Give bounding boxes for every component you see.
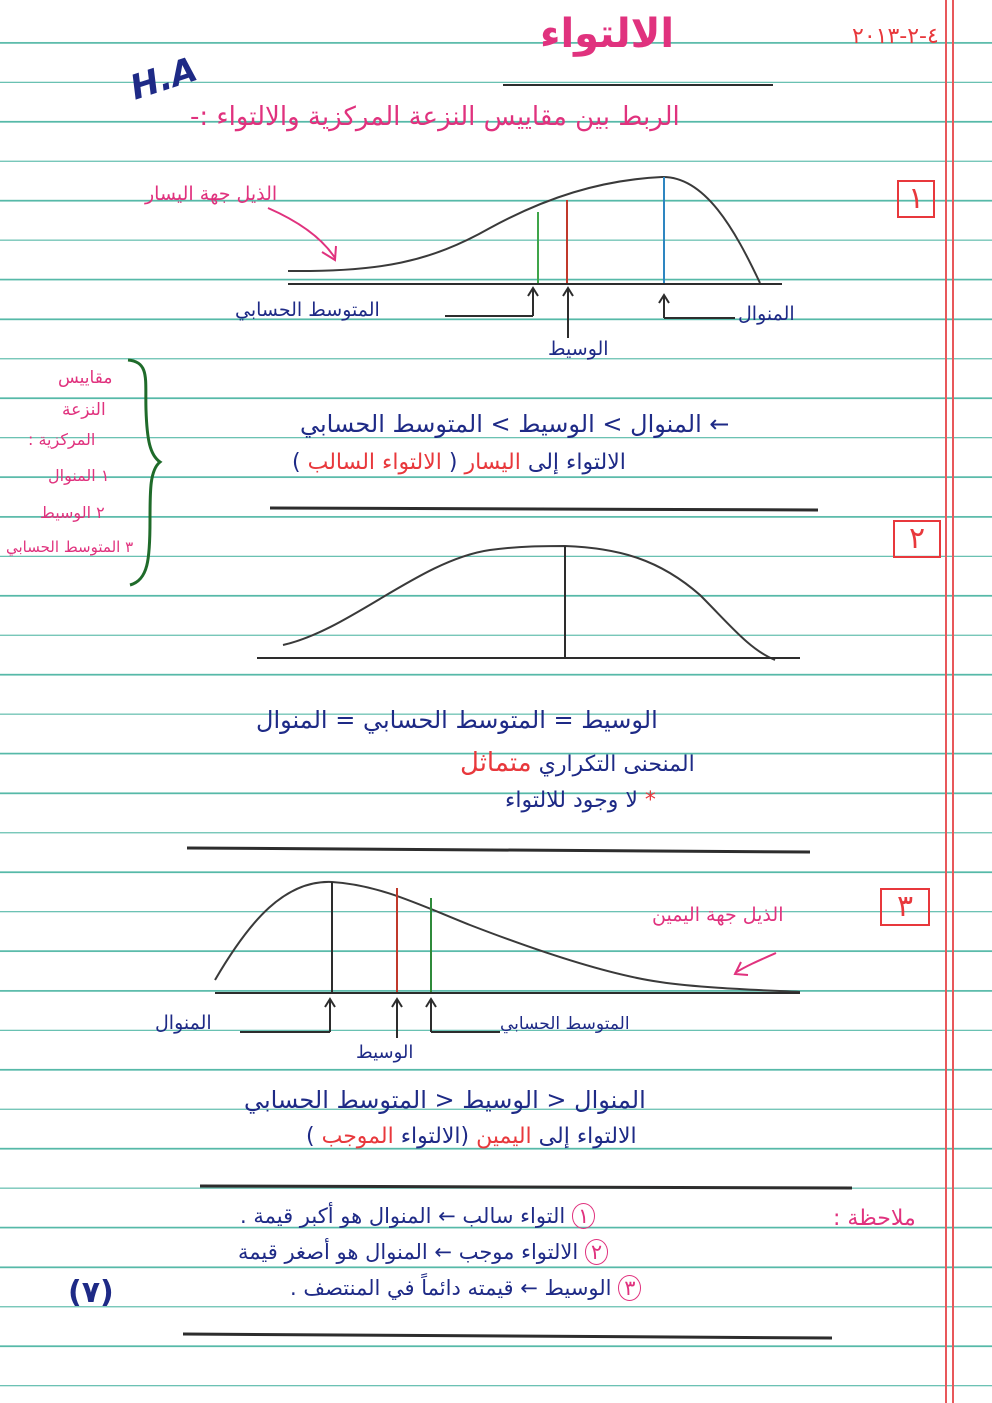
date-label: ٤-٢-٢٠١٣ <box>852 24 939 49</box>
section-number-2: ٢ <box>893 520 941 558</box>
side-note-title-2: النزعة <box>62 400 106 420</box>
right-skewed-curve <box>215 882 800 992</box>
signature-initials: H.A <box>125 49 203 109</box>
side-note-item-1: ١ المنوال <box>48 466 110 485</box>
note-2-number: ٢ <box>585 1239 608 1265</box>
skew-line-1 <box>292 452 626 474</box>
notes-label: ملاحظة : <box>833 1206 916 1231</box>
skew-direction-3: اليمين <box>476 1124 532 1149</box>
page-number: (٧) <box>68 1275 114 1310</box>
note-1 <box>240 1206 595 1227</box>
mean-label-3: المتوسط الحسابي <box>500 1014 630 1034</box>
note-2 <box>238 1242 608 1263</box>
curve-type-2: متماثل <box>460 748 532 778</box>
side-note-item-3: ٣ المتوسط الحسابي <box>6 538 134 556</box>
note-3-number: ٣ <box>618 1275 641 1301</box>
section-number-1: ١ <box>897 180 935 218</box>
skew-type-close-1: ) <box>292 450 301 475</box>
section-number-3: ٣ <box>880 888 930 926</box>
left-skewed-curve <box>288 177 760 283</box>
tail-label-right: الذيل جهة اليمين <box>652 904 784 926</box>
curve-text-2: المنحنى التكراري <box>538 752 695 777</box>
no-skew-star: * <box>644 788 656 813</box>
median-label-1: الوسيط <box>548 338 609 360</box>
relation-2: الوسيط = المتوسط الحسابي = المنوال <box>256 706 658 734</box>
relation-1: ← المنوال > الوسيط > المتوسط الحسابي <box>300 410 730 438</box>
mean-label-1: المتوسط الحسابي <box>235 299 380 321</box>
relation-3: المنوال < الوسيط < المتوسط الحسابي <box>244 1086 646 1114</box>
side-note-title-3: المركزية : <box>28 430 96 449</box>
note-1-number: ١ <box>572 1203 595 1229</box>
skew-type-open-3: (الالتواء <box>400 1124 470 1149</box>
mode-label-1: المنوال <box>738 303 795 325</box>
skew-type-3: الموجب <box>321 1124 394 1149</box>
curve-line-2 <box>460 750 695 776</box>
symmetric-curve <box>283 546 775 660</box>
tail-label-left: الذيل جهة اليسار <box>145 183 278 205</box>
no-skew-line <box>505 790 656 812</box>
side-note-title-1: مقاييس <box>58 368 113 388</box>
note-3 <box>290 1278 641 1299</box>
skew-direction-1: اليسار <box>464 450 521 475</box>
side-note-item-2: ٢ الوسيط <box>40 503 105 522</box>
skew-line-3 <box>306 1126 637 1148</box>
skew-text-1: الالتواء إلى <box>527 450 626 475</box>
tail-arrow-left <box>268 208 336 260</box>
intro-text: الربط بين مقاييس النزعة المركزية والالتواء :- <box>190 102 680 132</box>
median-label-3: الوسيط <box>356 1042 414 1063</box>
skew-type-close-3: ) <box>306 1124 315 1149</box>
tail-arrow-right <box>735 953 776 975</box>
page-title: الالتواء <box>540 11 675 57</box>
no-skew-text: لا وجود للالتواء <box>505 788 638 813</box>
skew-type-open-1: ( <box>448 450 458 475</box>
mode-label-3: المنوال <box>155 1012 212 1034</box>
skew-text-3: الالتواء إلى <box>538 1124 637 1149</box>
note-1-text: التواء سالب ← المنوال هو أكبر قيمة . <box>240 1204 566 1228</box>
note-2-text: الالتواء موجب ← المنوال هو أصغر قيمة <box>238 1240 579 1264</box>
note-3-text: الوسيط ← قيمته دائماً في المنتصف . <box>290 1276 612 1300</box>
skew-type-1: الالتواء السالب <box>307 450 442 475</box>
